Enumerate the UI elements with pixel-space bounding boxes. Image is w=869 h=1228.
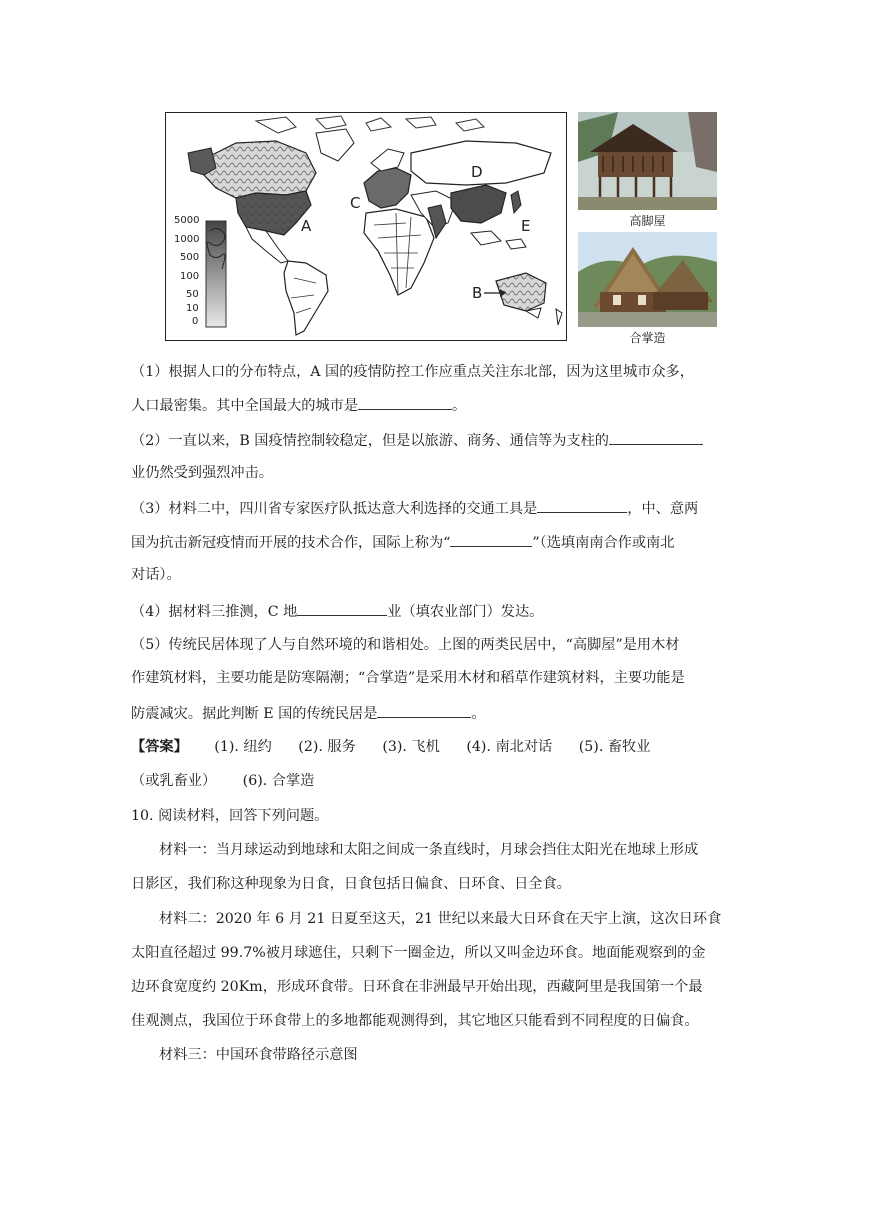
gassho-house-caption: 合掌造: [629, 331, 666, 345]
world-population-map: [165, 112, 567, 341]
answer-2: (2). 服务: [298, 739, 356, 755]
map-label-a: A: [301, 217, 312, 235]
map-label-c: C: [350, 194, 361, 212]
q10-material3: 材料三：中国环食带路径示意图: [159, 1047, 358, 1063]
q5-text: 防震减灾。据此判断 E 国的传统民居是: [131, 706, 378, 722]
legend-value: 1000: [174, 234, 200, 245]
q2-line2: 业仍然受到强烈冲击。: [131, 465, 273, 481]
legend-value: 10: [186, 303, 199, 314]
q3-line2: [131, 532, 674, 553]
legend-value: 100: [180, 271, 200, 282]
canada-shape: [204, 141, 316, 198]
q5-line3: [131, 703, 486, 724]
africa-shape: [364, 209, 434, 295]
map-label-d: D: [471, 163, 483, 181]
q10-material1-line2: 日影区，我们称这种现象为日食，日食包括日偏食、日环食、日全食。: [131, 876, 571, 892]
legend-value: 5000: [174, 215, 200, 226]
q1-line1: （1）根据人口的分布特点，A 国的疫情防控工作应重点关注东北部，因为这里城市众多，: [131, 364, 694, 380]
q10-title: 10. 阅读材料，回答下列问题。: [131, 808, 329, 824]
answer-5: (5). 畜牧业: [578, 739, 651, 755]
answer-5-alt: （或乳畜业）: [131, 773, 217, 789]
q3-text-a: （3）材料二中，四川省专家医疗队抵达意大利选择的交通工具是: [131, 501, 538, 517]
q1-answer-blank: [358, 395, 452, 410]
q4-text-a: （4）据材料三推测，C 地: [131, 604, 298, 620]
q5-end: 。: [471, 706, 486, 722]
answer-4: (4). 南北对话: [466, 739, 553, 755]
answer-3: (3). 飞机: [382, 739, 440, 755]
q3-answer-blank-1: [537, 498, 627, 513]
legend-value: 500: [180, 252, 200, 263]
q1-text: 人口最密集。其中全国最大的城市是: [131, 398, 359, 414]
q3-line3: 对话）。: [131, 567, 181, 583]
gassho-house-photo: [578, 232, 717, 327]
map-label-e: E: [521, 217, 531, 235]
q2-line1: [131, 430, 703, 451]
q10-material2-line2: 太阳直径超过 99.7%被月球遮住，只剩下一圈金边，所以又叫金边环食。地面能观察到的金: [131, 945, 706, 961]
population-legend: [174, 215, 226, 327]
answer-label: 【答案】: [131, 739, 188, 755]
q10-material2-line3: 边环食宽度约 20Km，形成环食带。日环食在非洲最早开始出现，西藏阿里是我国第一个最: [131, 979, 703, 995]
q10-material2-line4: 佳观测点，我国位于环食带上的多地都能观测得到，其它地区只能看到不同程度的日偏食。: [131, 1013, 699, 1029]
q5-line2: 作建筑材料，主要功能是防寒隔潮；“合掌造”是采用木材和稻草作建筑材料，主要功能是: [131, 670, 685, 686]
q5-answer-blank: [377, 703, 471, 718]
stilt-house-photo: [578, 112, 717, 210]
answer-line1: [131, 737, 650, 757]
south-america-shape: [284, 261, 328, 335]
q4-line: [131, 601, 543, 622]
map-label-b: B: [472, 284, 483, 302]
map-drawing: [166, 113, 566, 340]
q5-line1: （5）传统民居体现了人与自然环境的和谐相处。上图的两类民居中，“高脚屋”是用木材: [131, 637, 680, 653]
answer-6: (6). 合掌造: [242, 773, 315, 789]
stilt-house-caption: 高脚屋: [629, 214, 666, 228]
q4-text-b: 业（填农业部门）发达。: [387, 604, 544, 620]
q10-material1-line1: 材料一：当月球运动到地球和太阳之间成一条直线时，月球会挡住太阳光在地球上形成: [159, 842, 699, 858]
legend-value: 0: [192, 316, 199, 327]
q2-answer-blank: [609, 430, 703, 445]
answer-1: (1). 纽约: [214, 739, 272, 755]
europe-shape: [364, 168, 411, 208]
q3-text-d: ”（选填南南合作或南北: [532, 535, 675, 551]
q3-answer-blank-2: [450, 532, 532, 547]
q4-answer-blank: [297, 601, 387, 616]
q2-text: （2）一直以来，B 国疫情控制较稳定，但是以旅游、商务、通信等为支柱的: [131, 433, 609, 449]
q3-line1: [131, 498, 698, 519]
japan-shape: [511, 191, 521, 213]
legend-value: 50: [186, 289, 199, 300]
q1-end: 。: [452, 398, 467, 414]
q10-material2-line1: 材料二：2020 年 6 月 21 日夏至这天，21 世纪以来最大日环食在天宇上演，这次日环食: [159, 911, 722, 927]
q1-line2: [131, 395, 466, 416]
answer-line2: [131, 771, 314, 791]
q3-text-b: ，中、意两: [627, 501, 699, 517]
q3-text-c: 国为抗击新冠疫情而开展的技术合作，国际上称为“: [131, 535, 451, 551]
